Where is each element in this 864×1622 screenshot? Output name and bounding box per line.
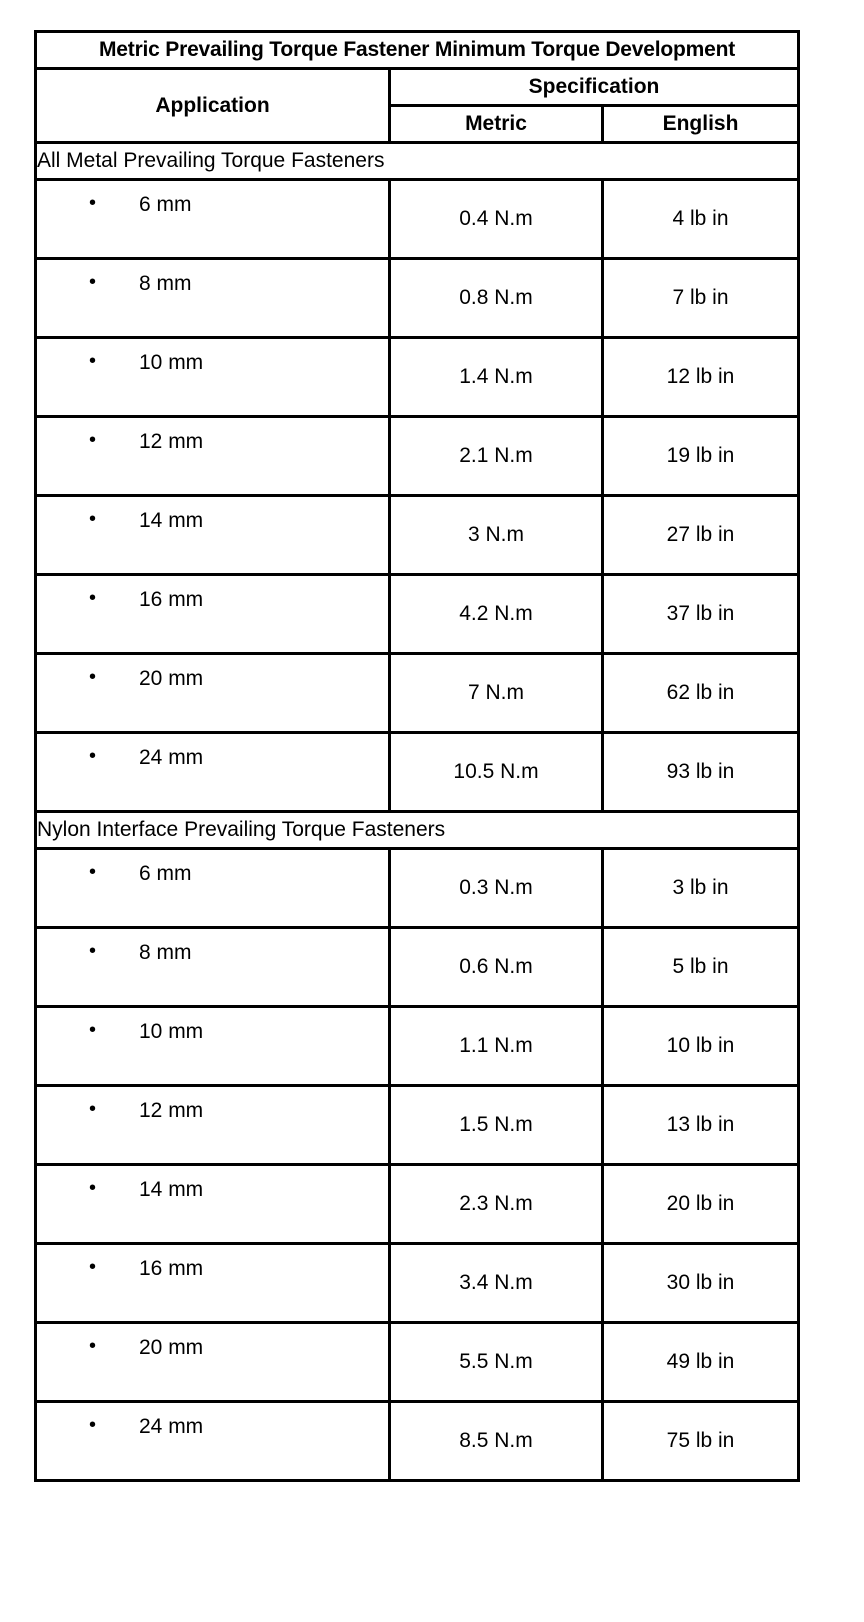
fastener-size: 16 mm (139, 1257, 204, 1280)
fastener-size: 14 mm (139, 1178, 204, 1201)
english-header: English (603, 106, 799, 143)
bullet-icon: • (89, 192, 97, 214)
metric-value: 10.5 N.m (390, 733, 603, 812)
application-cell (36, 1402, 390, 1481)
group-row (36, 812, 799, 849)
group-label: Nylon Interface Prevailing Torque Fasteners (36, 812, 799, 849)
metric-value: 7 N.m (390, 654, 603, 733)
fastener-size: 20 mm (139, 667, 204, 690)
bullet-icon: • (89, 1098, 97, 1120)
table-row (36, 496, 799, 575)
table-row (36, 259, 799, 338)
bullet-icon: • (89, 429, 97, 451)
bullet-icon: • (89, 861, 97, 883)
english-value: 3 lb in (603, 849, 799, 928)
english-value: 12 lb in (603, 338, 799, 417)
application-cell (36, 417, 390, 496)
application-cell (36, 1323, 390, 1402)
fastener-size: 6 mm (139, 862, 192, 885)
table-row (36, 1244, 799, 1323)
fastener-size: 16 mm (139, 588, 204, 611)
bullet-icon: • (89, 1177, 97, 1199)
metric-value: 0.3 N.m (390, 849, 603, 928)
english-value: 37 lb in (603, 575, 799, 654)
application-cell (36, 496, 390, 575)
english-value: 30 lb in (603, 1244, 799, 1323)
group-row (36, 143, 799, 180)
metric-value: 0.4 N.m (390, 180, 603, 259)
english-value: 5 lb in (603, 928, 799, 1007)
group-label: All Metal Prevailing Torque Fasteners (36, 143, 799, 180)
english-value: 4 lb in (603, 180, 799, 259)
bullet-icon: • (89, 587, 97, 609)
metric-header: Metric (390, 106, 603, 143)
english-value: 20 lb in (603, 1165, 799, 1244)
application-cell (36, 654, 390, 733)
fastener-size: 20 mm (139, 1336, 204, 1359)
table-row (36, 180, 799, 259)
table-row (36, 1086, 799, 1165)
metric-value: 8.5 N.m (390, 1402, 603, 1481)
table-row (36, 1165, 799, 1244)
metric-value: 5.5 N.m (390, 1323, 603, 1402)
application-cell (36, 1165, 390, 1244)
fastener-size: 14 mm (139, 509, 204, 532)
specification-header: Specification (390, 69, 799, 106)
bullet-icon: • (89, 940, 97, 962)
bullet-icon: • (89, 350, 97, 372)
metric-value: 0.8 N.m (390, 259, 603, 338)
metric-value: 4.2 N.m (390, 575, 603, 654)
english-value: 10 lb in (603, 1007, 799, 1086)
table-row (36, 338, 799, 417)
table-row (36, 849, 799, 928)
metric-value: 1.4 N.m (390, 338, 603, 417)
english-value: 75 lb in (603, 1402, 799, 1481)
application-cell (36, 1244, 390, 1323)
application-cell (36, 733, 390, 812)
english-value: 7 lb in (603, 259, 799, 338)
table-row (36, 575, 799, 654)
metric-value: 0.6 N.m (390, 928, 603, 1007)
application-cell (36, 259, 390, 338)
fastener-size: 8 mm (139, 272, 192, 295)
fastener-size: 24 mm (139, 746, 204, 769)
table-row (36, 1323, 799, 1402)
table-row (36, 417, 799, 496)
table-title: Metric Prevailing Torque Fastener Minimum Torque Development (36, 32, 799, 69)
application-cell (36, 575, 390, 654)
table-row (36, 928, 799, 1007)
bullet-icon: • (89, 1019, 97, 1041)
table-row (36, 1007, 799, 1086)
metric-value: 3 N.m (390, 496, 603, 575)
english-value: 62 lb in (603, 654, 799, 733)
bullet-icon: • (89, 1335, 97, 1357)
english-value: 49 lb in (603, 1323, 799, 1402)
bullet-icon: • (89, 1414, 97, 1436)
table-row (36, 654, 799, 733)
application-cell (36, 180, 390, 259)
metric-value: 1.1 N.m (390, 1007, 603, 1086)
fastener-size: 12 mm (139, 1099, 204, 1122)
fastener-size: 6 mm (139, 193, 192, 216)
fastener-size: 10 mm (139, 351, 204, 374)
table-row (36, 733, 799, 812)
application-cell (36, 928, 390, 1007)
bullet-icon: • (89, 271, 97, 293)
fastener-size: 24 mm (139, 1415, 204, 1438)
bullet-icon: • (89, 745, 97, 767)
metric-value: 2.3 N.m (390, 1165, 603, 1244)
english-value: 19 lb in (603, 417, 799, 496)
application-cell (36, 1007, 390, 1086)
application-header: Application (36, 69, 390, 143)
bullet-icon: • (89, 1256, 97, 1278)
application-cell (36, 1086, 390, 1165)
fastener-size: 12 mm (139, 430, 204, 453)
fastener-size: 10 mm (139, 1020, 204, 1043)
metric-value: 1.5 N.m (390, 1086, 603, 1165)
bullet-icon: • (89, 666, 97, 688)
table-body (36, 143, 799, 1481)
english-value: 13 lb in (603, 1086, 799, 1165)
english-value: 27 lb in (603, 496, 799, 575)
fastener-size: 8 mm (139, 941, 192, 964)
application-cell (36, 849, 390, 928)
table-row (36, 1402, 799, 1481)
english-value: 93 lb in (603, 733, 799, 812)
application-cell (36, 338, 390, 417)
torque-spec-table (34, 30, 800, 1482)
metric-value: 3.4 N.m (390, 1244, 603, 1323)
metric-value: 2.1 N.m (390, 417, 603, 496)
bullet-icon: • (89, 508, 97, 530)
